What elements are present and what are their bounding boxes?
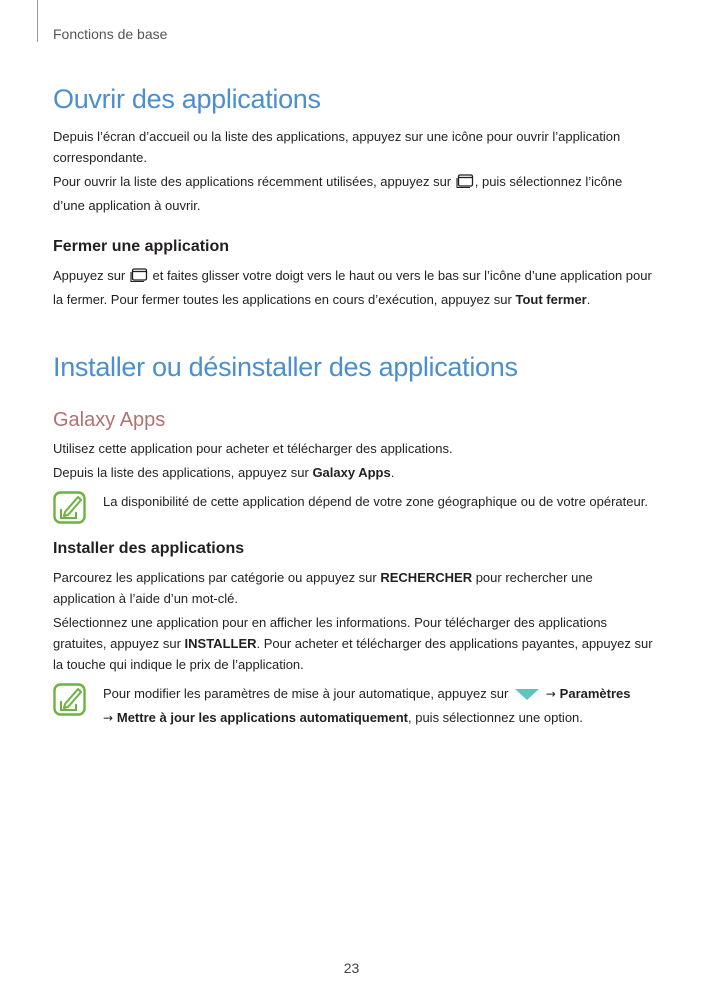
close-app-paragraph: Appuyez sur et faites glisser votre doigt vers le haut ou vers le bas sur l’icône d’une application pour la fermer. Pour fermer toutes les applications en cours d’exécution, appuyez sur Tout fermer. (53, 268, 652, 307)
note-icon (53, 683, 86, 716)
galaxy-apps-paragraph-1: Utilisez cette application pour acheter et télécharger des applications. (53, 441, 453, 456)
auto-update-label: Mettre à jour les applications automatiquement (116, 710, 408, 725)
note-availability (53, 491, 653, 512)
open-apps-title: Ouvrir des applications (53, 84, 321, 114)
menu-dropdown-icon (513, 686, 541, 707)
note-auto-update-text: Pour modifier les paramètres de mise à jour automatique, appuyez sur → Paramètres → Mettre à jour les applications automatiquement, puis sélectionnez une option. (103, 686, 631, 725)
galaxy-apps-paragraph-2: Depuis la liste des applications, appuyez sur Galaxy Apps. (53, 465, 395, 480)
install-apps-subtitle: Installer des applications (53, 540, 245, 557)
settings-label: Paramètres (559, 686, 631, 701)
open-apps-paragraph-1: Depuis l’écran d’accueil ou la liste des applications, appuyez sur une icône pour ouvrir l’application correspondante. (53, 129, 621, 165)
recent-apps-icon (130, 268, 148, 289)
search-label: RECHERCHER (380, 570, 473, 585)
page-number: 23 (343, 960, 360, 976)
galaxy-apps-label: Galaxy Apps (312, 465, 391, 480)
note-availability-text: La disponibilité de cette application dépend de votre zone géographique ou de votre opérateur. (103, 494, 648, 509)
close-all-label: Tout fermer (515, 292, 587, 307)
close-app-title: Fermer une application (53, 238, 230, 255)
header-rule (37, 0, 38, 42)
note-auto-update (53, 683, 653, 729)
install-apps-title: Installer ou désinstaller des applications (53, 352, 518, 382)
section-header: Fonctions de base (53, 26, 168, 42)
note-icon (53, 491, 86, 524)
install-paragraph-2: Sélectionnez une application pour en afficher les informations. Pour télécharger des applications gratuites, appuyez sur INSTALLER. Pour acheter et télécharger des applications payantes, appuyez sur la touche qui indique le prix de l’application. (53, 615, 653, 672)
install-label: INSTALLER (184, 636, 257, 651)
page-content (53, 82, 653, 729)
galaxy-apps-title: Galaxy Apps (53, 409, 166, 431)
install-paragraph-1: Parcourez les applications par catégorie ou appuyez sur RECHERCHER pour rechercher une application à l’aide d’un mot-clé. (53, 570, 593, 606)
recent-apps-icon (456, 174, 474, 195)
open-apps-paragraph-2: Pour ouvrir la liste des applications récemment utilisées, appuyez sur , puis sélectionnez l’icône d’une application à ouvrir. (53, 174, 623, 213)
